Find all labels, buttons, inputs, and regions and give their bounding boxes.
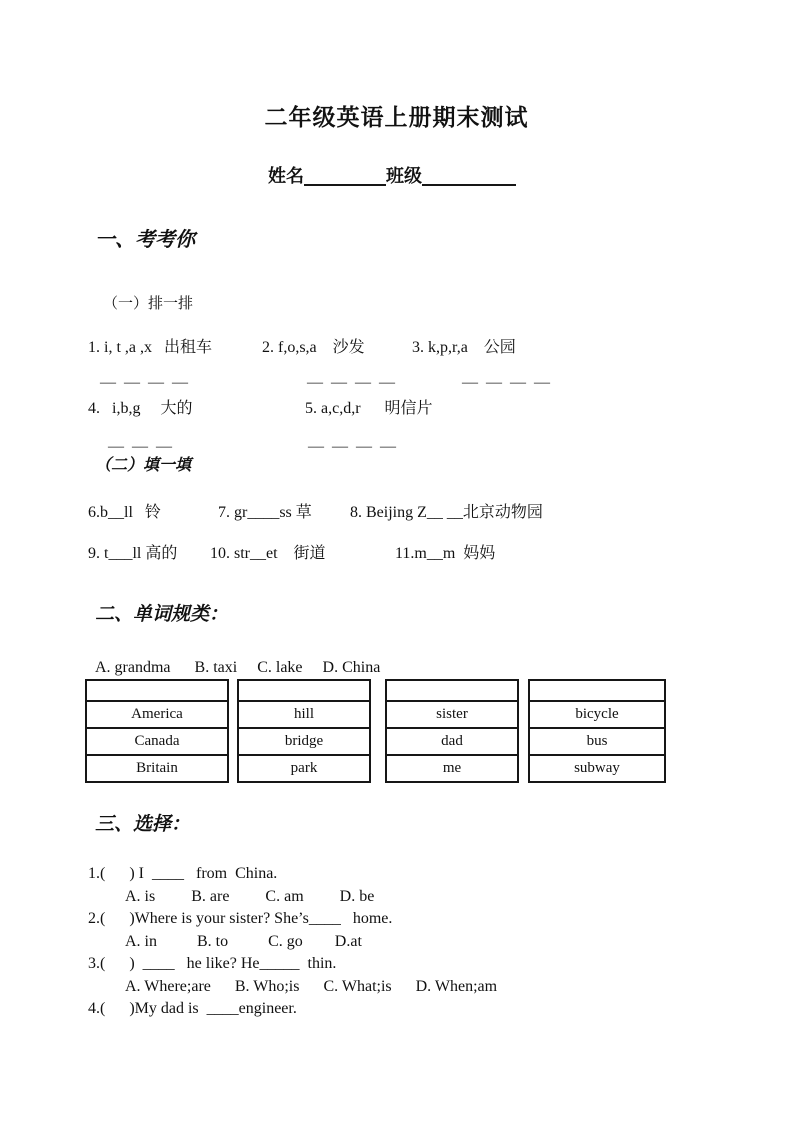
question-line-2: 2.( )Where is your sister? She’s____ home. bbox=[88, 910, 393, 927]
name-class-line bbox=[268, 165, 516, 188]
fill-item-11: 11.m__m 妈妈 bbox=[395, 545, 496, 562]
fill-item-8: 8. Beijing Z__ __北京动物园 bbox=[350, 504, 543, 521]
table-cell: America bbox=[87, 700, 227, 727]
table-cell: subway bbox=[530, 754, 664, 781]
table-cell: bicycle bbox=[530, 700, 664, 727]
word-table-places bbox=[237, 679, 371, 783]
table-header-cell bbox=[87, 681, 227, 700]
question-line-1: 1.( ) I ____ from China. bbox=[88, 865, 278, 882]
table-cell: dad bbox=[387, 727, 517, 754]
word-table-family bbox=[385, 679, 519, 783]
class-blank-line bbox=[422, 166, 516, 186]
fill-item-7: 7. gr____ss 草 bbox=[218, 504, 312, 521]
table-cell: me bbox=[387, 754, 517, 781]
table-header-cell bbox=[239, 681, 369, 700]
option-line-3: A. Where;are B. Who;is C. What;is D. When;am bbox=[125, 978, 498, 995]
table-cell: sister bbox=[387, 700, 517, 727]
table-header-cell bbox=[530, 681, 664, 700]
fill-item-9: 9. t___ll 高的 bbox=[88, 545, 178, 562]
arrange-item-3: 3. k,p,r,a 公园 bbox=[412, 339, 516, 356]
answer-dash-line-4: — — — bbox=[108, 438, 174, 455]
arrange-item-4: 4. i,b,g 大的 bbox=[88, 400, 193, 417]
arrange-item-2: 2. f,o,s,a 沙发 bbox=[262, 339, 365, 356]
class-label: 班级 bbox=[386, 166, 422, 186]
section1-heading: 一、考考你 bbox=[95, 229, 195, 251]
table-cell: hill bbox=[239, 700, 369, 727]
arrange-item-5: 5. a,c,d,r 明信片 bbox=[305, 400, 433, 417]
question-line-4: 4.( )My dad is ____engineer. bbox=[88, 1000, 297, 1017]
word-bank: A. grandma B. taxi C. lake D. China bbox=[95, 659, 381, 676]
section1-part1-heading: （一）排一排 bbox=[103, 296, 194, 312]
exam-title: 二年级英语上册期末测试 bbox=[264, 104, 529, 130]
table-cell: Britain bbox=[87, 754, 227, 781]
section3-heading: 三、选择： bbox=[95, 814, 191, 835]
option-line-1: A. is B. are C. am D. be bbox=[125, 888, 375, 905]
question-line-3: 3.( ) ____ he like? He_____ thin. bbox=[88, 955, 337, 972]
answer-dash-line-3: — — — — bbox=[462, 374, 552, 391]
table-cell: bus bbox=[530, 727, 664, 754]
section2-heading: 二、单词规类： bbox=[95, 604, 229, 625]
answer-dash-line-2: — — — — bbox=[307, 374, 397, 391]
arrange-item-1: 1. i, t ,a ,x 出租车 bbox=[88, 339, 212, 356]
name-blank-line bbox=[304, 166, 386, 186]
word-table-countries bbox=[85, 679, 229, 783]
answer-dash-line-5: — — — — bbox=[308, 438, 398, 455]
answer-dash-line-1: — — — — bbox=[100, 374, 190, 391]
table-cell: bridge bbox=[239, 727, 369, 754]
fill-item-6: 6.b__ll 铃 bbox=[88, 504, 161, 521]
table-cell: park bbox=[239, 754, 369, 781]
option-line-2: A. in B. to C. go D.at bbox=[125, 933, 362, 950]
name-label: 姓名 bbox=[268, 166, 304, 186]
section1-part2-heading: （二）填一填 bbox=[95, 457, 192, 474]
table-cell: Canada bbox=[87, 727, 227, 754]
table-header-cell bbox=[387, 681, 517, 700]
fill-item-10: 10. str__et 街道 bbox=[210, 545, 326, 562]
word-table-transport bbox=[528, 679, 666, 783]
